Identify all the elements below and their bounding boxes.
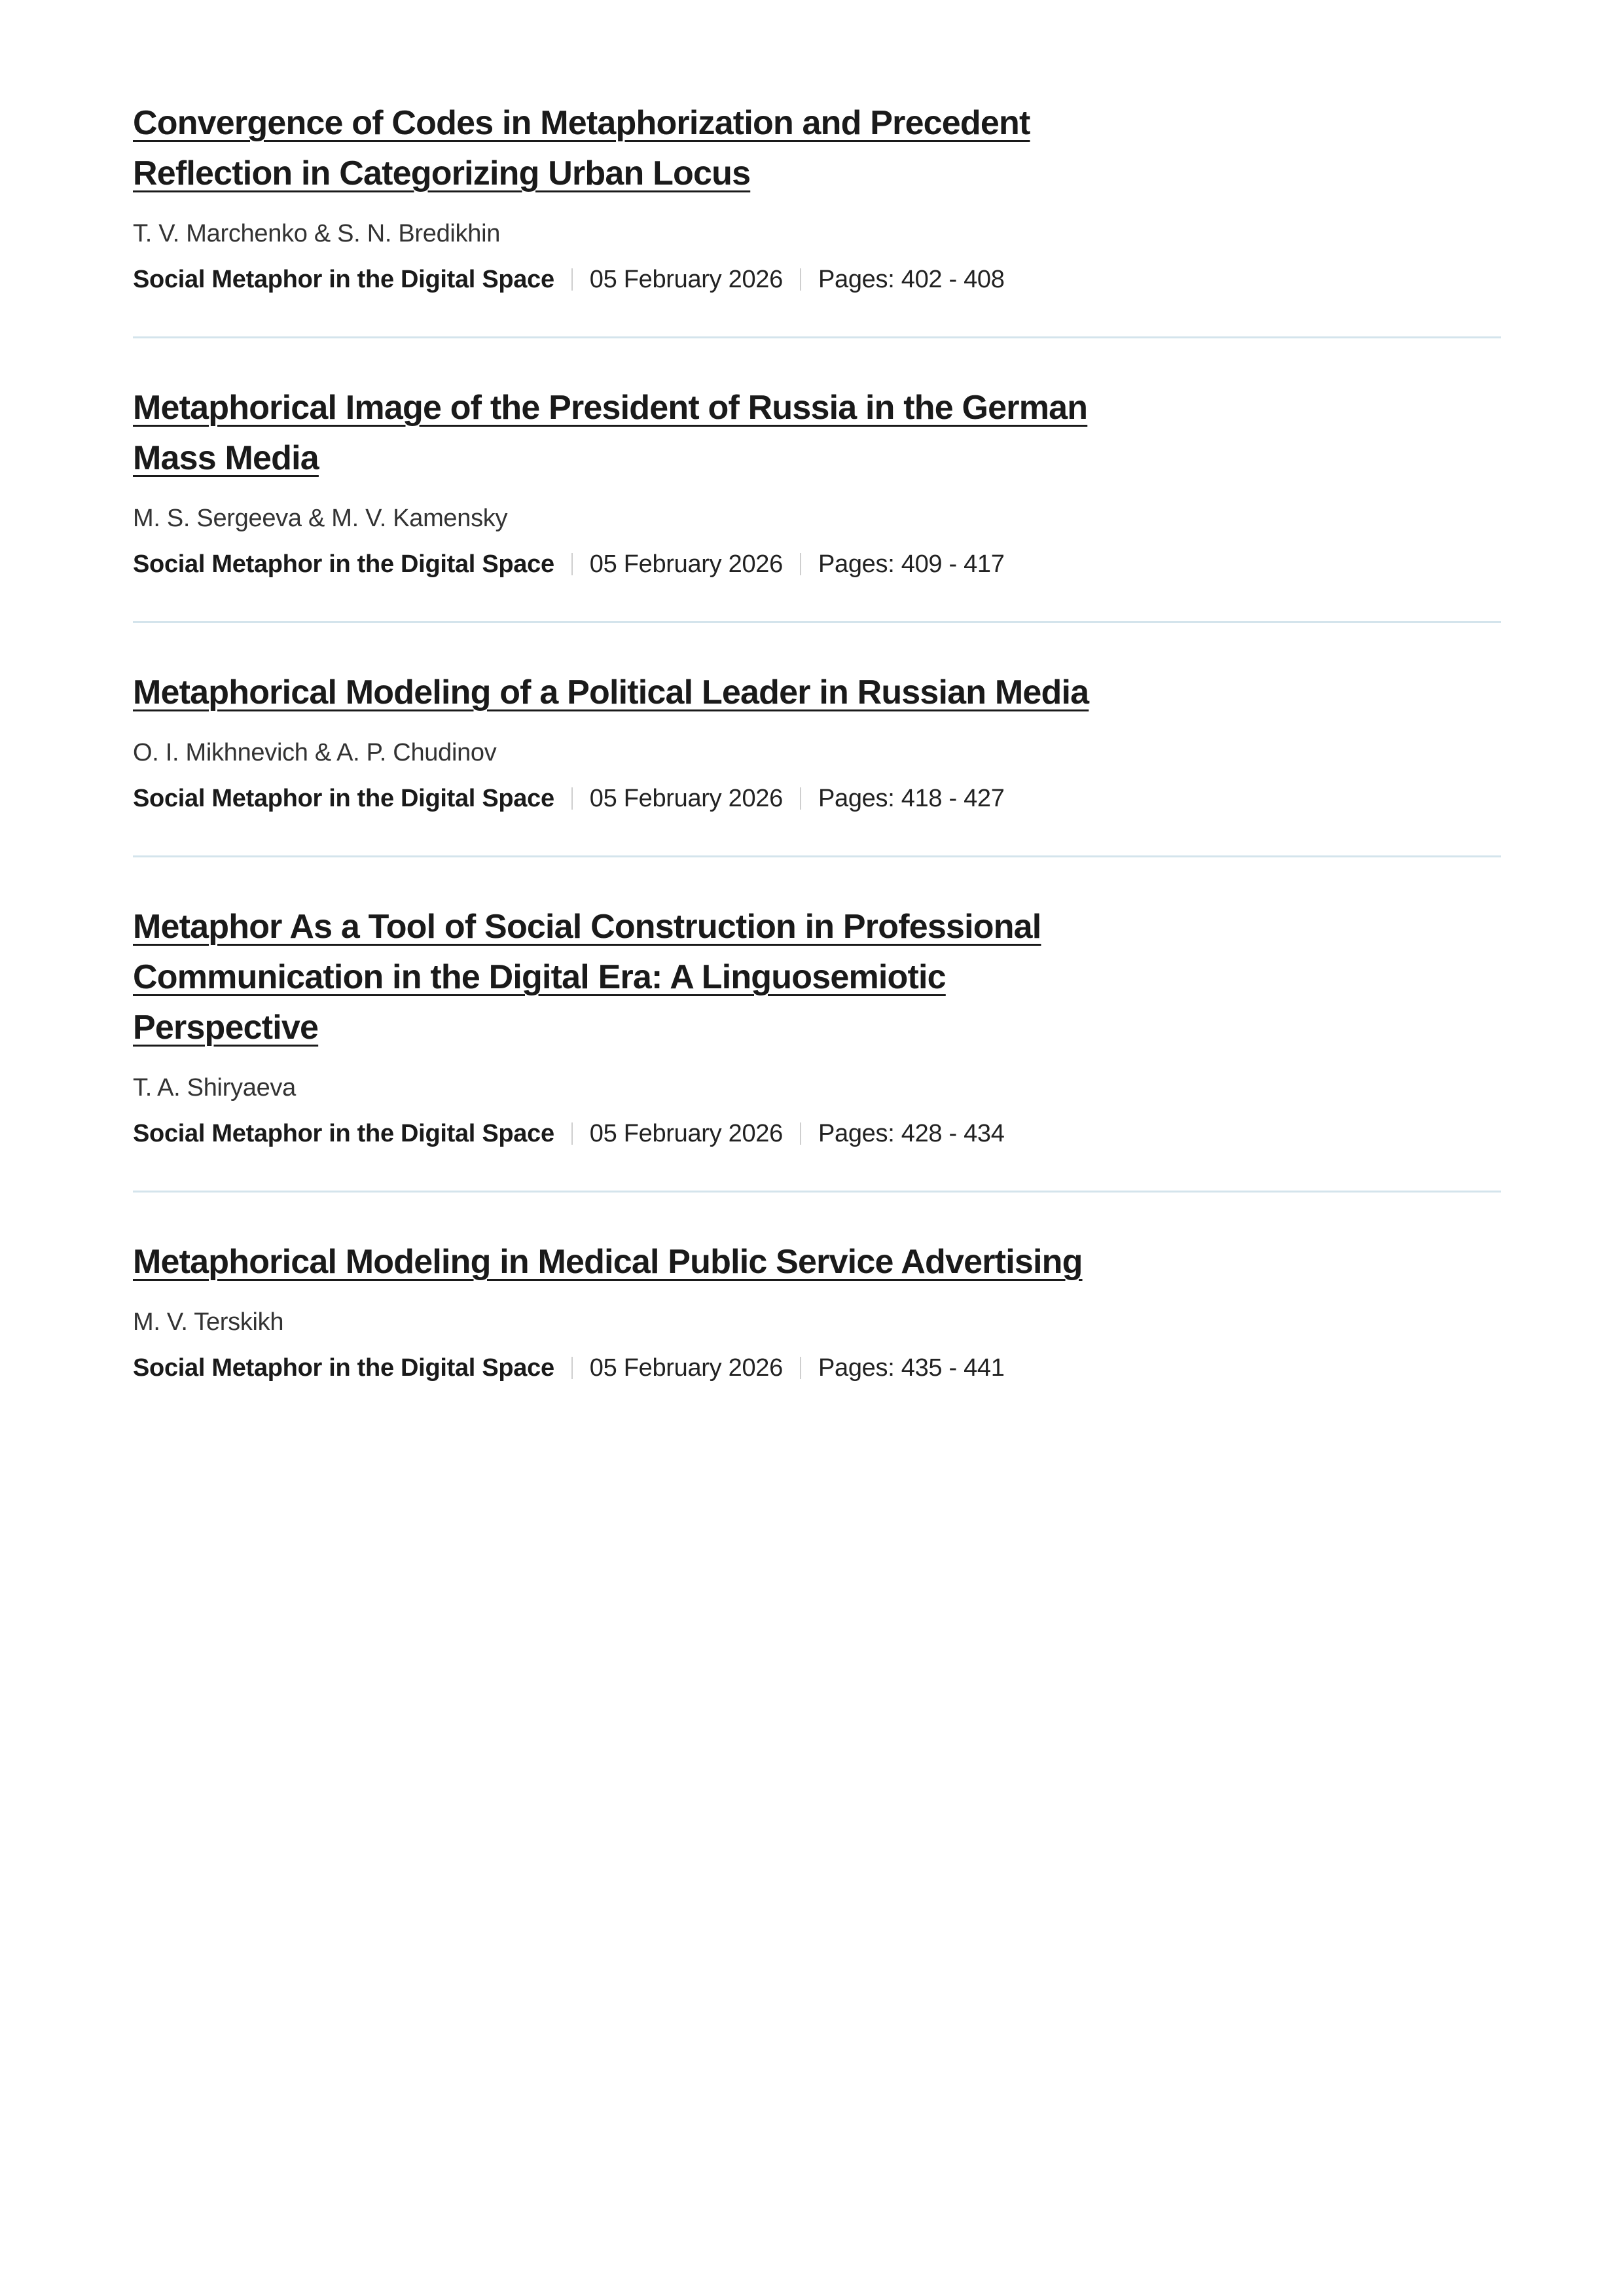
meta-separator	[571, 553, 573, 575]
article-authors: O. I. Mikhnevich & A. P. Chudinov	[133, 739, 497, 766]
article-meta	[133, 1119, 1501, 1149]
article-meta	[133, 783, 1501, 814]
article-section-link[interactable]: Social Metaphor in the Digital Space	[133, 785, 554, 812]
article-section-link[interactable]: Social Metaphor in the Digital Space	[133, 266, 554, 293]
article-date: 05 February 2026	[589, 266, 783, 293]
article-authors: T. V. Marchenko & S. N. Bredikhin	[133, 220, 501, 247]
article-title-link[interactable]: Metaphor As a Tool of Social Construction in Professional Communication in the Digital Era: A Linguosemiotic Perspective	[133, 908, 1041, 1047]
article-item	[133, 98, 1501, 295]
meta-separator	[800, 787, 801, 810]
article-title-link[interactable]: Metaphorical Image of the President of Russia in the German Mass Media	[133, 389, 1088, 477]
meta-separator	[571, 1357, 573, 1379]
article-meta	[133, 1353, 1501, 1383]
article-date: 05 February 2026	[589, 785, 783, 812]
article-date: 05 February 2026	[589, 1120, 783, 1147]
article-date: 05 February 2026	[589, 1354, 783, 1382]
meta-separator	[800, 553, 801, 575]
article-item	[133, 383, 1501, 579]
article-divider	[133, 1191, 1501, 1193]
article-meta	[133, 549, 1501, 579]
meta-separator	[800, 1122, 801, 1145]
article-authors: M. S. Sergeeva & M. V. Kamensky	[133, 505, 508, 532]
article-title-link[interactable]: Metaphorical Modeling in Medical Public Service Advertising	[133, 1243, 1083, 1281]
article-meta	[133, 264, 1501, 295]
meta-separator	[571, 787, 573, 810]
article-divider	[133, 621, 1501, 623]
article-item	[133, 902, 1501, 1149]
article-pages: Pages: 418 - 427	[818, 785, 1005, 812]
article-pages: Pages: 435 - 441	[818, 1354, 1005, 1382]
article-section-link[interactable]: Social Metaphor in the Digital Space	[133, 550, 554, 578]
article-date: 05 February 2026	[589, 550, 783, 578]
article-title-link[interactable]: Convergence of Codes in Metaphorization and Precedent Reflection in Categorizing Urban Locus	[133, 104, 1030, 192]
article-section-link[interactable]: Social Metaphor in the Digital Space	[133, 1354, 554, 1382]
article-section-link[interactable]: Social Metaphor in the Digital Space	[133, 1120, 554, 1147]
meta-separator	[800, 1357, 801, 1379]
article-title-link[interactable]: Metaphorical Modeling of a Political Leader in Russian Media	[133, 673, 1089, 711]
article-item	[133, 668, 1501, 814]
article-divider	[133, 855, 1501, 857]
meta-separator	[571, 1122, 573, 1145]
article-item	[133, 1237, 1501, 1383]
meta-separator	[800, 268, 801, 291]
meta-separator	[571, 268, 573, 291]
article-pages: Pages: 409 - 417	[818, 550, 1005, 578]
article-authors: M. V. Terskikh	[133, 1308, 284, 1336]
article-authors: T. A. Shiryaeva	[133, 1074, 296, 1102]
article-pages: Pages: 402 - 408	[818, 266, 1005, 293]
article-list	[133, 98, 1501, 1383]
article-divider	[133, 336, 1501, 338]
article-pages: Pages: 428 - 434	[818, 1120, 1005, 1147]
